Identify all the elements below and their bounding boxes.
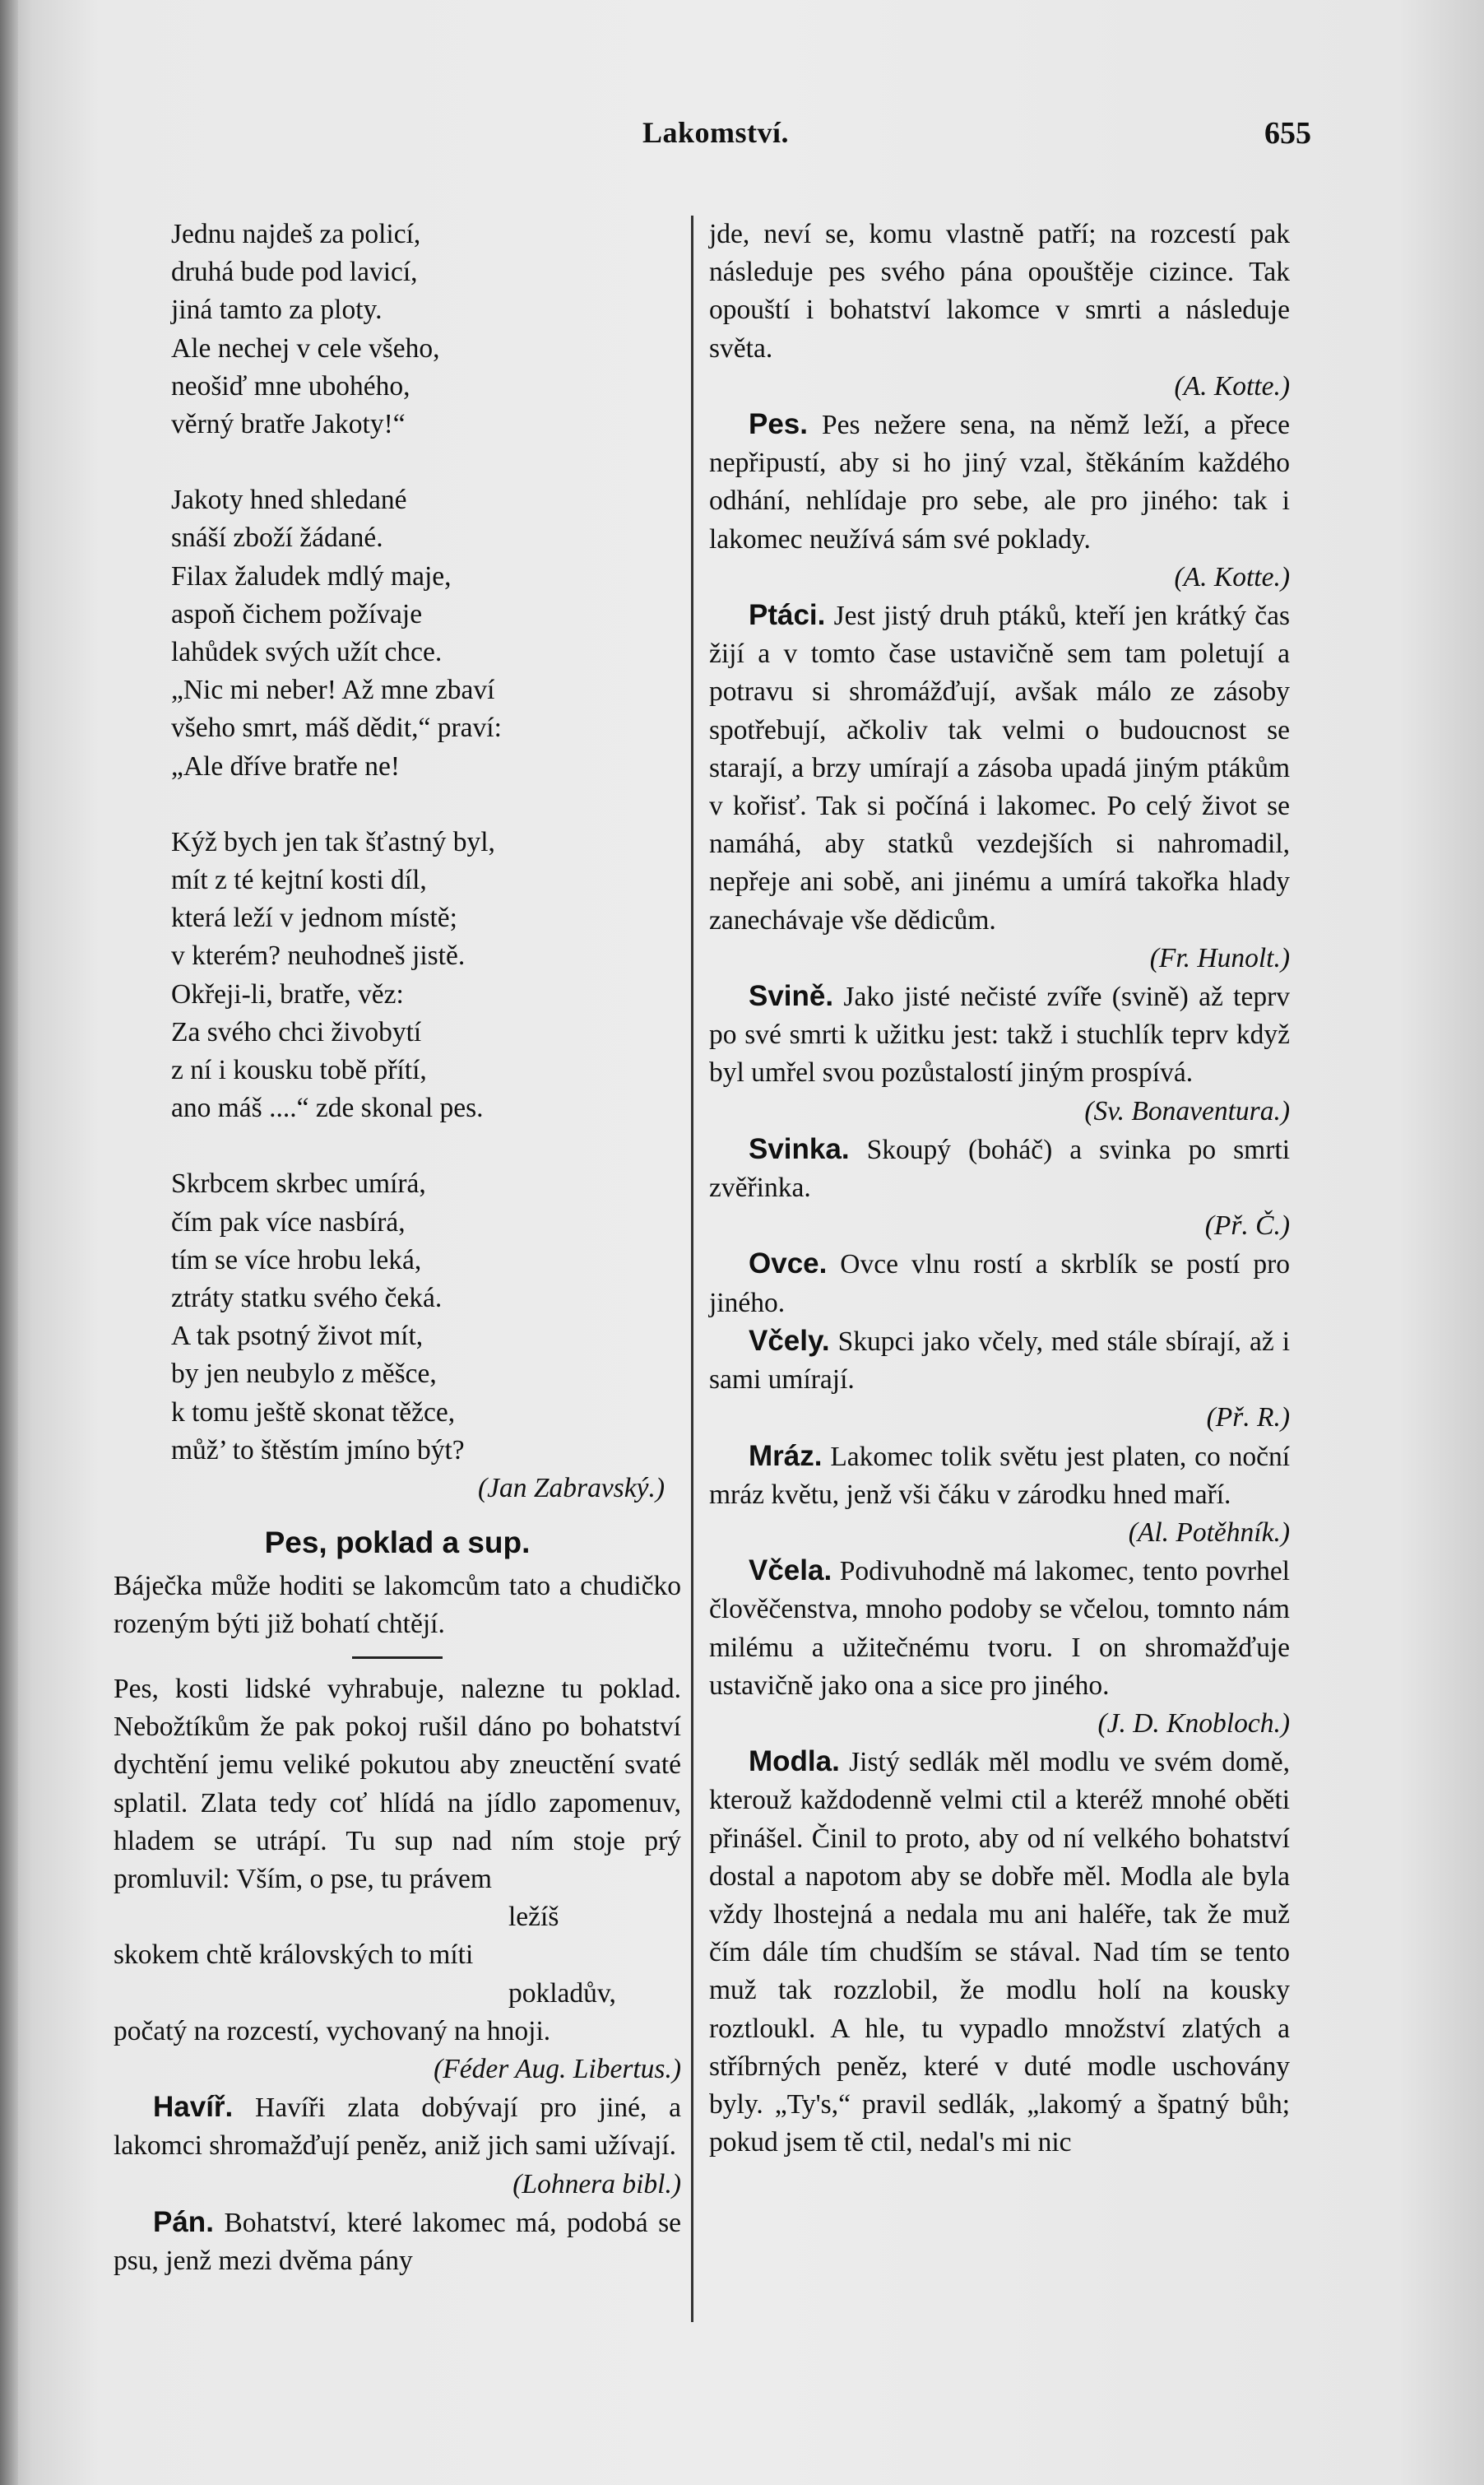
entry-keyword: Svinka. bbox=[749, 1132, 850, 1165]
poem-line: Jednu najdeš za policí, bbox=[171, 219, 421, 249]
entry-keyword: Včela. bbox=[749, 1554, 832, 1587]
poem-line: z ní i kousku tobě přítí, bbox=[171, 1055, 427, 1086]
poem-line: jiná tamto za ploty. bbox=[171, 295, 383, 326]
right-entries bbox=[709, 406, 1290, 2162]
entry-text: Lakomec tolik světu jest platen, co noční mráz květu, jenž vši čáku v zárodku hned maří. bbox=[709, 1441, 1290, 1510]
poem-line: věrný bratře Jakoty!“ bbox=[171, 409, 406, 440]
poem-line: snáší zboží žádané. bbox=[171, 523, 383, 554]
poem-attribution: (Jan Zabravský.) bbox=[478, 1473, 665, 1504]
poem-line: „Ale dříve bratře ne! bbox=[171, 750, 401, 782]
poem-line: k tomu ještě skonat těžce, bbox=[171, 1396, 456, 1428]
poem-line: Jakoty hned shledané bbox=[171, 485, 407, 516]
poem-line: by jen neubylo z měšce, bbox=[171, 1359, 437, 1390]
fable-title: Pes, poklad a sup. bbox=[264, 1526, 531, 1560]
fable-hanging-word: pokladův, bbox=[508, 1977, 616, 2009]
entry-paragraph bbox=[709, 597, 1290, 978]
continuation-source: (A. Kotte.) bbox=[1174, 370, 1290, 402]
fable-text: Pes, kosti lidské vyhrabuje, nalezne tu poklad. Nebožtíkům že pak pokoj rušil dáno po bohatství dychtění jemu veliké pokutou aby zneuctění svaté splatil. Zlata tedy coť hlídá na jídlo zapomenuv, hladem se utrápí. Tu sup nad ním stoje prý promluvil: Vším, o pse, tu právem bbox=[114, 1673, 681, 1894]
poem-line: Za svého chci živobytí bbox=[171, 1016, 422, 1047]
entry-source: (Lohnera bibl.) bbox=[512, 2168, 681, 2199]
running-title: Lakomství. bbox=[642, 116, 790, 149]
entry-text: Podivuhodně má lakomec, tento povrhel člověčenstva, mnoho podoby se včelou, tomnto nám milému a užitečnému tvoru. I on shromažďuje ustavičně jako ona a sice pro jiného. bbox=[709, 1556, 1290, 1701]
section-separator bbox=[352, 1656, 443, 1659]
left-column bbox=[114, 216, 681, 2280]
entry-text: Havíři zlata dobývají pro jiné, a lakomci shromažďují peněz, aniž jich sami užívají. bbox=[114, 2093, 682, 2162]
entry-keyword: Včely. bbox=[749, 1324, 830, 1357]
entry-keyword: Havíř. bbox=[153, 2091, 234, 2124]
entry-text: Jako jisté nečisté zvíře (svině) až teprv po své smrti k užitku jest: takž i stuchlík teprv když byl umřel svou pozůstalostí jiným prospívá. bbox=[709, 982, 1291, 1089]
entry-source: (Al. Potěhník.) bbox=[1128, 1517, 1290, 1548]
column-divider bbox=[691, 216, 693, 2322]
entry-paragraph bbox=[709, 1438, 1290, 1553]
poem-line: můž’ to štěstím jmíno být? bbox=[171, 1434, 465, 1465]
entry-keyword: Mráz. bbox=[749, 1439, 823, 1472]
entry-text: Jistý sedlák měl modlu ve svém domě, kterouž každodenně velmi ctil a kteréž mnohé oběti přinášel. Činil to proto, aby od ní velkého bohatství dostal a napotom aby se dobře měl. Modla ale byla vždy lhostejná a nedala mu ani haléře, tak že muž čím dále tím chudším se stával. Nad tím se tento muž tak rozzlobil, že modlu holí na kousky roztloukl. A hle, tu vypadlo množství zlatých a stříbrných peněz, které v duté modle uschovány byly. „Ty's,“ pravil sedlák, „lakomý a špatný bůh; pokud jsem tě ctil, nedal's mi nic bbox=[709, 1747, 1290, 2158]
poem-line: „Nic mi neber! Až mne zbaví bbox=[171, 675, 495, 706]
fable-line: počatý na rozcestí, vychovaný na hnoji. bbox=[114, 2015, 551, 2046]
poem-line: všeho smrt, máš dědit,“ praví: bbox=[171, 713, 502, 744]
entry-keyword: Ptáci. bbox=[749, 599, 826, 632]
poem-stanza bbox=[171, 216, 681, 444]
entry-source: (A. Kotte.) bbox=[1174, 561, 1290, 592]
entry-paragraph bbox=[709, 1245, 1290, 1321]
left-entries bbox=[114, 2088, 681, 2280]
poem-stanza bbox=[171, 824, 681, 1128]
entry-paragraph bbox=[709, 1131, 1290, 1246]
poem-line: Filax žaludek mdlý maje, bbox=[171, 560, 452, 592]
entry-text: Pes nežere sena, na němž leží, a přece nepřipustí, aby si ho jiný vzal, štěkáním každého odhání, nehlídaje pro sebe, ale pro jiného: tak i lakomec neužívá sám své poklady. bbox=[709, 410, 1291, 555]
poem-line: Okřeji-li, bratře, věz: bbox=[171, 978, 404, 1010]
entry-keyword: Modla. bbox=[749, 1745, 840, 1778]
entry-keyword: Pán. bbox=[153, 2205, 214, 2238]
entry-source: (Sv. Bonaventura.) bbox=[1084, 1095, 1290, 1126]
poem-line: druhá bude pod lavicí, bbox=[171, 257, 418, 288]
entry-text: Skoupý (boháč) a svinka po smrti zvěřinka. bbox=[709, 1134, 1290, 1204]
poem-line: aspoň čichem požívaje bbox=[171, 598, 423, 629]
poem-stanza bbox=[171, 1165, 681, 1470]
poem-line: A tak psotný život mít, bbox=[171, 1321, 424, 1352]
entry-paragraph bbox=[114, 2204, 681, 2280]
poem-line: Skrbcem skrbec umírá, bbox=[171, 1168, 426, 1200]
page-binding-edge bbox=[0, 0, 18, 2485]
fable-hanging-word: ležíš bbox=[508, 1902, 559, 1933]
poem-line: lahůdek svých užít chce. bbox=[171, 637, 443, 668]
fable-line: skokem chtě královských to míti bbox=[114, 1939, 474, 1971]
poem-line: Kýž bych jen tak šťastný byl, bbox=[171, 826, 495, 857]
continuation-text: jde, neví se, komu vlastně patří; na rozcestí pak následuje pes svého pána opouštěje cizince. Tak opouští i bohatství lakomce v smrti a následuje světa. bbox=[709, 219, 1290, 364]
poem-line: čím pak více nasbírá, bbox=[171, 1206, 406, 1238]
entry-paragraph bbox=[709, 978, 1290, 1131]
page-number: 655 bbox=[1264, 116, 1311, 151]
entry-text: Skupci jako včely, med stále sbírají, až i sami umírají. bbox=[709, 1326, 1291, 1396]
poem-line: tím se více hrobu leká, bbox=[171, 1244, 422, 1275]
entry-paragraph bbox=[709, 406, 1290, 597]
right-column bbox=[709, 216, 1290, 2162]
entry-source: (Př. R.) bbox=[1206, 1402, 1290, 1433]
poem-line: Ale nechej v cele všeho, bbox=[171, 332, 440, 364]
poem-line: ano máš ....“ zde skonal pes. bbox=[171, 1093, 484, 1124]
entry-keyword: Svině. bbox=[749, 980, 834, 1013]
entry-text: Bohatství, které lakomec má, podobá se psu, jenž mezi dvěma pány bbox=[114, 2207, 682, 2276]
poem-line: mít z té kejtní kosti díl, bbox=[171, 865, 427, 896]
poem-stanza bbox=[171, 481, 681, 786]
entry-text: Ovce vlnu rostí a skrblík se postí pro jiného. bbox=[709, 1249, 1291, 1318]
poem-line: která leží v jednom místě; bbox=[171, 903, 457, 934]
poem-line: v kterém? neuhodneš jistě. bbox=[171, 941, 466, 972]
poem-line: neošiď mne ubohého, bbox=[171, 370, 410, 402]
entry-paragraph bbox=[709, 1322, 1290, 1438]
entry-source: (J. D. Knobloch.) bbox=[1097, 1707, 1290, 1739]
entry-source: (Fr. Hunolt.) bbox=[1149, 942, 1290, 973]
poem-line: ztráty statku svého čeká. bbox=[171, 1283, 443, 1314]
fable-attribution: (Féder Aug. Libertus.) bbox=[434, 2053, 681, 2084]
entry-paragraph bbox=[114, 2088, 681, 2204]
entry-source: (Př. Č.) bbox=[1204, 1210, 1290, 1242]
entry-keyword: Pes. bbox=[749, 408, 808, 441]
fable-intro: Báječka může hoditi se lakomcům tato a chudičko rozeným býti již bohatí chtějí. bbox=[114, 1570, 681, 1639]
poem bbox=[171, 216, 681, 1470]
entry-text: Jest jistý druh ptáků, kteří jen krátký čas žijí a v tomto čase ustavičně sem tam poletují a potravu si shromážďují, avšak málo ze zásoby spotřebují, ačkoliv tak velmi o budoucnost se starají, a brzy umírají a zásoba upadá jiným ptákům v kořisť. Tak si počíná i lakomec. Po celý život se namáhá, aby statků vezdejších si nahromadil, nepřeje ani sobě, ani jinému a umírá takořka hlady zanechávaje vše dědicům. bbox=[709, 601, 1291, 936]
entry-paragraph bbox=[709, 1552, 1290, 1743]
entry-keyword: Ovce. bbox=[749, 1247, 828, 1280]
entry-paragraph bbox=[709, 1743, 1290, 2162]
